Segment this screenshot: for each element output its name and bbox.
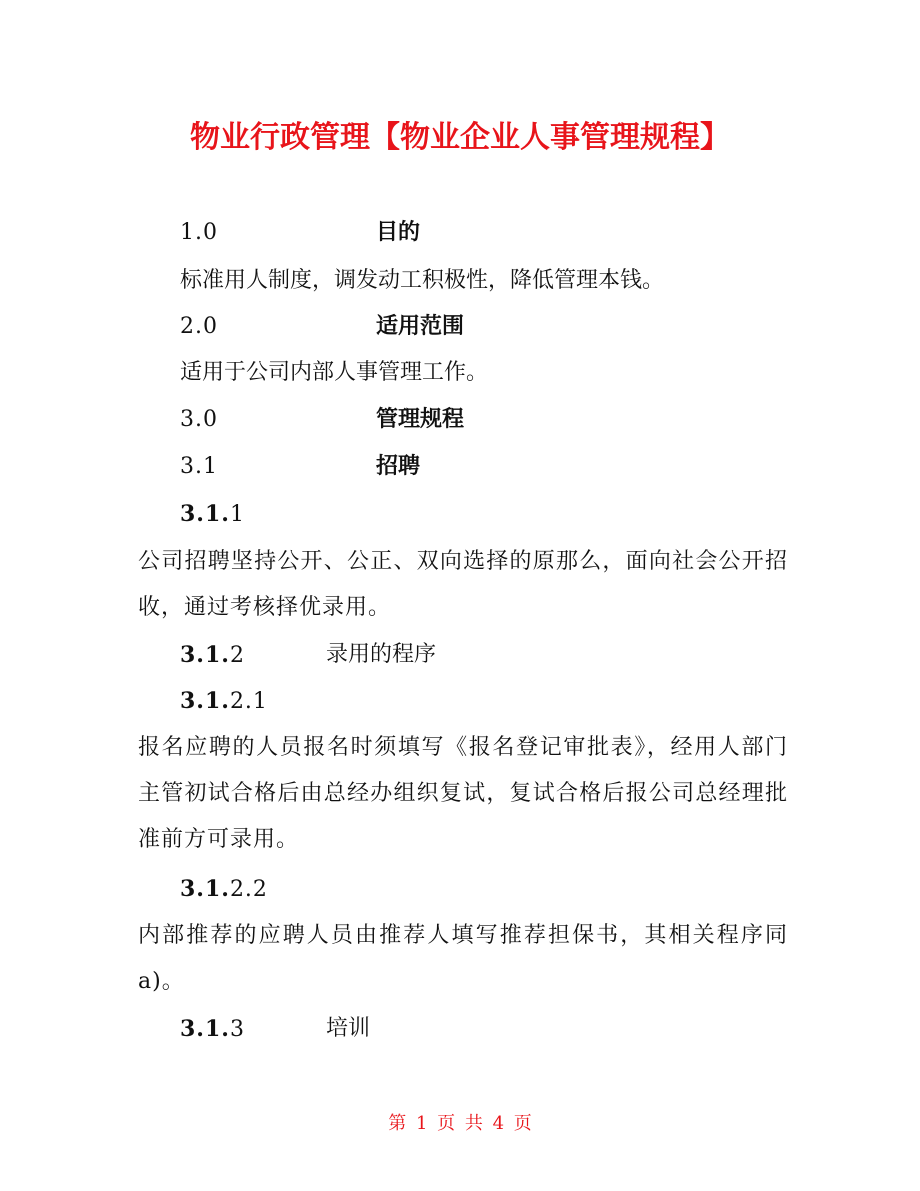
section-2-text: 适用于公司内部人事管理工作。 xyxy=(180,360,489,385)
section-2-title: 适用范围 xyxy=(376,314,465,339)
section-3-1-1-number: 3.1.1 xyxy=(180,501,245,527)
section-2-number: 2.0 xyxy=(180,314,218,339)
section-3-1-2-number: 3.1.2 xyxy=(180,642,245,668)
section-1-text: 标准用人制度，调发动工积极性，降低管理本钱。 xyxy=(180,268,665,293)
section-3-1-2-2-text: 内部推荐的应聘人员由推荐人填写推荐担保书，其相关程序同a)。 xyxy=(138,923,788,994)
section-3-title: 管理规程 xyxy=(376,407,465,432)
section-3-1-1-text: 公司招聘坚持公开、公正、双向选择的原那么，面向社会公开招收，通过考核择优录用。 xyxy=(138,549,788,620)
section-3-1-title: 招聘 xyxy=(376,454,421,479)
section-3-1-2-1-text: 报名应聘的人员报名时须填写《报名登记审批表》，经用人部门主管初试合格后由总经办组织复试，复试合格后报公司总经理批准前方可录用。 xyxy=(138,735,788,852)
page-footer: 第 1 页 共 4 页 xyxy=(388,1113,532,1134)
section-1-number: 1.0 xyxy=(180,220,218,245)
section-3-1-2-1-number: 3.1.2.1 xyxy=(180,688,268,714)
section-1-title: 目的 xyxy=(376,220,421,245)
section-3-1-3-number: 3.1.3 xyxy=(180,1016,245,1042)
document-title: 物业行政管理【物业企业人事管理规程】 xyxy=(190,120,730,155)
section-3-1-2-title: 录用的程序 xyxy=(326,642,437,667)
section-3-number: 3.0 xyxy=(180,407,218,432)
section-3-1-3-title: 培训 xyxy=(326,1016,371,1041)
section-3-1-2-2-number: 3.1.2.2 xyxy=(180,876,268,902)
section-3-1-number: 3.1 xyxy=(180,454,218,479)
